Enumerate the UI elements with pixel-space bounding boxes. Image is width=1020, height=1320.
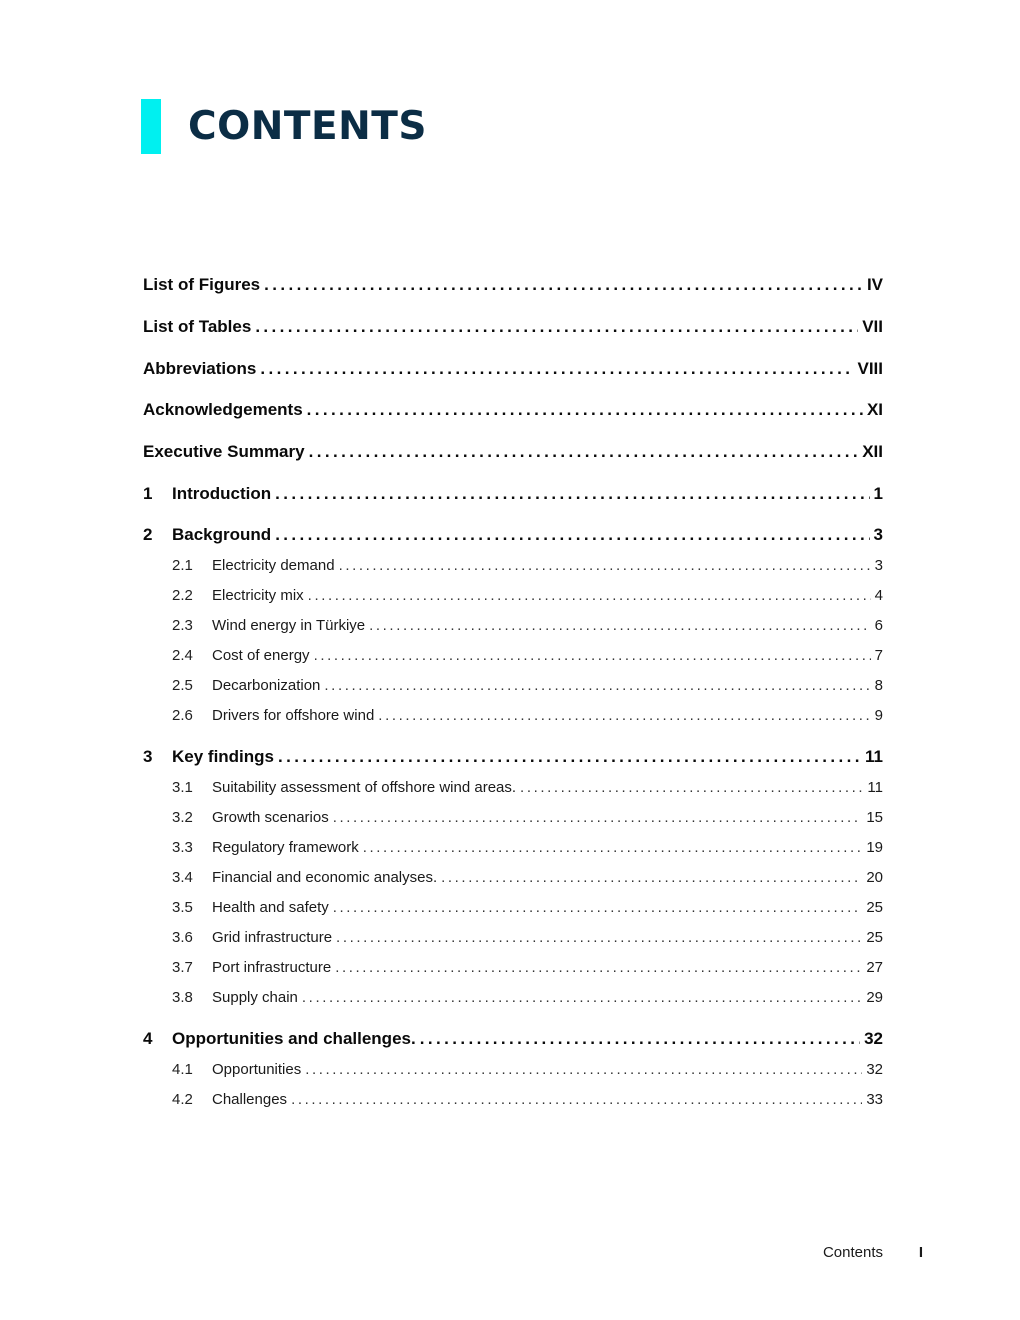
toc-leader-dots xyxy=(520,779,863,796)
toc-entry-number: 2.2 xyxy=(172,587,193,604)
toc-entry-label: Decarbonization xyxy=(212,677,321,694)
toc-entry[interactable] xyxy=(143,779,883,796)
toc-entry-label: Opportunities xyxy=(212,1061,302,1078)
toc-entry-number: 4.1 xyxy=(172,1061,193,1078)
toc-entry-page: 8 xyxy=(874,677,883,694)
toc-leader-dots xyxy=(291,1091,862,1108)
toc-entry[interactable] xyxy=(143,989,883,1006)
toc-leader-dots xyxy=(335,959,862,976)
toc-entry-label: Wind energy in Türkiye xyxy=(212,617,366,634)
title-accent-bar xyxy=(141,99,161,154)
toc-entry-label: Regulatory framework xyxy=(212,839,359,856)
toc-entry[interactable] xyxy=(143,677,883,694)
toc-entry-number: 2.4 xyxy=(172,647,193,664)
toc-entry-page: 7 xyxy=(874,647,883,664)
toc-entry-label: Financial and economic analyses. xyxy=(212,869,438,886)
toc-entry-page: 33 xyxy=(866,1091,883,1108)
toc-entry-label: Key findings xyxy=(172,747,275,766)
toc-entry-page: 3 xyxy=(874,557,883,574)
toc-leader-dots xyxy=(275,525,869,545)
toc-entry-page: XII xyxy=(862,442,883,461)
page-footer xyxy=(780,1244,930,1266)
toc-entry[interactable] xyxy=(143,359,883,379)
toc-entry-number: 3.4 xyxy=(172,869,193,886)
toc-entry[interactable] xyxy=(143,317,883,337)
toc-entry[interactable] xyxy=(143,617,883,634)
toc-entry-label: List of Tables xyxy=(143,317,252,336)
toc-entry-label: Grid infrastructure xyxy=(212,929,333,946)
toc-leader-dots xyxy=(302,989,862,1006)
toc-entry-page: 6 xyxy=(874,617,883,634)
toc-leader-dots xyxy=(336,929,862,946)
toc-entry[interactable] xyxy=(143,557,883,574)
toc-entry[interactable] xyxy=(143,899,883,916)
toc-entry-page: 32 xyxy=(864,1029,883,1048)
toc-leader-dots xyxy=(255,317,858,337)
toc-entry-number: 4.2 xyxy=(172,1091,193,1108)
toc-entry[interactable] xyxy=(143,442,883,462)
toc-leader-dots xyxy=(378,707,870,724)
toc-entry[interactable] xyxy=(143,275,883,295)
toc-entry-label: Cost of energy xyxy=(212,647,310,664)
toc-entry-page: 32 xyxy=(866,1061,883,1078)
toc-entry[interactable] xyxy=(143,1029,883,1049)
toc-entry-number: 2.6 xyxy=(172,707,193,724)
toc-entry-label: Electricity demand xyxy=(212,557,335,574)
toc-entry-page: 11 xyxy=(865,747,883,766)
toc-entry-page: 29 xyxy=(866,989,883,1006)
toc-entry-page: VII xyxy=(862,317,883,336)
toc-entry-label: Growth scenarios xyxy=(212,809,329,826)
toc-leader-dots xyxy=(309,442,859,462)
toc-leader-dots xyxy=(324,677,870,694)
toc-entry-number: 3.5 xyxy=(172,899,193,916)
toc-leader-dots xyxy=(333,809,863,826)
toc-entry-page: 15 xyxy=(866,809,883,826)
toc-entry-number: 3.8 xyxy=(172,989,193,1006)
toc-entry-number: 3 xyxy=(143,747,153,766)
toc-leader-dots xyxy=(441,869,862,886)
toc-entry-label: Health and safety xyxy=(212,899,329,916)
toc-entry-label: Introduction xyxy=(172,484,272,503)
toc-entry[interactable] xyxy=(143,839,883,856)
toc-entry-page: VIII xyxy=(857,359,883,378)
toc-entry-label: Electricity mix xyxy=(212,587,304,604)
toc-entry-number: 2.3 xyxy=(172,617,193,634)
toc-entry-page: 11 xyxy=(867,779,883,796)
toc-entry-number: 1 xyxy=(143,484,153,503)
toc-entry-number: 3.3 xyxy=(172,839,193,856)
toc-entry[interactable] xyxy=(143,647,883,664)
page-title-block xyxy=(141,99,427,154)
toc-leader-dots xyxy=(275,484,869,504)
toc-entry-page: 20 xyxy=(866,869,883,886)
toc-entry[interactable] xyxy=(143,959,883,976)
toc-leader-dots xyxy=(420,1029,860,1049)
toc-entry[interactable] xyxy=(143,707,883,724)
toc-entry-page: XI xyxy=(866,400,883,419)
footer-page-number: I xyxy=(918,1244,923,1261)
toc-entry[interactable] xyxy=(143,1061,883,1078)
toc-leader-dots xyxy=(307,400,863,420)
toc-leader-dots xyxy=(260,359,853,379)
toc-entry[interactable] xyxy=(143,929,883,946)
toc-entry-label: Abbreviations xyxy=(143,359,257,378)
toc-entry-number: 4 xyxy=(143,1029,153,1048)
toc-leader-dots xyxy=(333,899,863,916)
toc-entry-page: 4 xyxy=(874,587,883,604)
toc-entry-label: Background xyxy=(172,525,272,544)
toc-entry[interactable] xyxy=(143,747,883,767)
toc-entry-label: Opportunities and challenges. xyxy=(172,1029,416,1048)
toc-entry[interactable] xyxy=(143,869,883,886)
toc-entry-page: 19 xyxy=(866,839,883,856)
toc-entry[interactable] xyxy=(143,525,883,545)
toc-entry-number: 3.1 xyxy=(172,779,193,796)
toc-leader-dots xyxy=(305,1061,862,1078)
footer-label: Contents xyxy=(822,1244,883,1261)
toc-entry-label: Suitability assessment of offshore wind areas. xyxy=(212,779,517,796)
toc-leader-dots xyxy=(308,587,871,604)
toc-entry[interactable] xyxy=(143,809,883,826)
toc-entry-number: 2 xyxy=(143,525,153,544)
toc-entry-number: 3.2 xyxy=(172,809,193,826)
toc-entry-label: Supply chain xyxy=(212,989,298,1006)
toc-leader-dots xyxy=(369,617,871,634)
toc-entry-number: 2.5 xyxy=(172,677,193,694)
toc-entry-label: List of Figures xyxy=(143,275,261,294)
toc-entry-label: Drivers for offshore wind xyxy=(212,707,375,724)
toc-entry-page: 1 xyxy=(873,484,883,503)
toc-entry-number: 2.1 xyxy=(172,557,193,574)
page-title: CONTENTS xyxy=(188,104,427,149)
toc-leader-dots xyxy=(278,747,861,767)
toc-entry-label: Port infrastructure xyxy=(212,959,332,976)
toc-leader-dots xyxy=(363,839,863,856)
toc-entry-number: 3.6 xyxy=(172,929,193,946)
toc-leader-dots xyxy=(339,557,871,574)
toc-entry-label: Challenges xyxy=(212,1091,288,1108)
toc-entry-label: Executive Summary xyxy=(143,442,305,461)
toc-entry[interactable] xyxy=(143,400,883,420)
toc-entry-page: 27 xyxy=(866,959,883,976)
toc-entry-label: Acknowledgements xyxy=(143,400,303,419)
toc-leader-dots xyxy=(264,275,863,295)
toc-entry-page: 3 xyxy=(873,525,883,544)
toc-entry[interactable] xyxy=(143,587,883,604)
toc-leader-dots xyxy=(314,647,871,664)
toc-entry-page: 25 xyxy=(866,899,883,916)
toc-entry[interactable] xyxy=(143,484,883,504)
toc-entry-page: 9 xyxy=(874,707,883,724)
toc-entry-page: 25 xyxy=(866,929,883,946)
toc-entry-page: IV xyxy=(866,275,883,294)
toc-entry-number: 3.7 xyxy=(172,959,193,976)
toc-entry[interactable] xyxy=(143,1091,883,1108)
